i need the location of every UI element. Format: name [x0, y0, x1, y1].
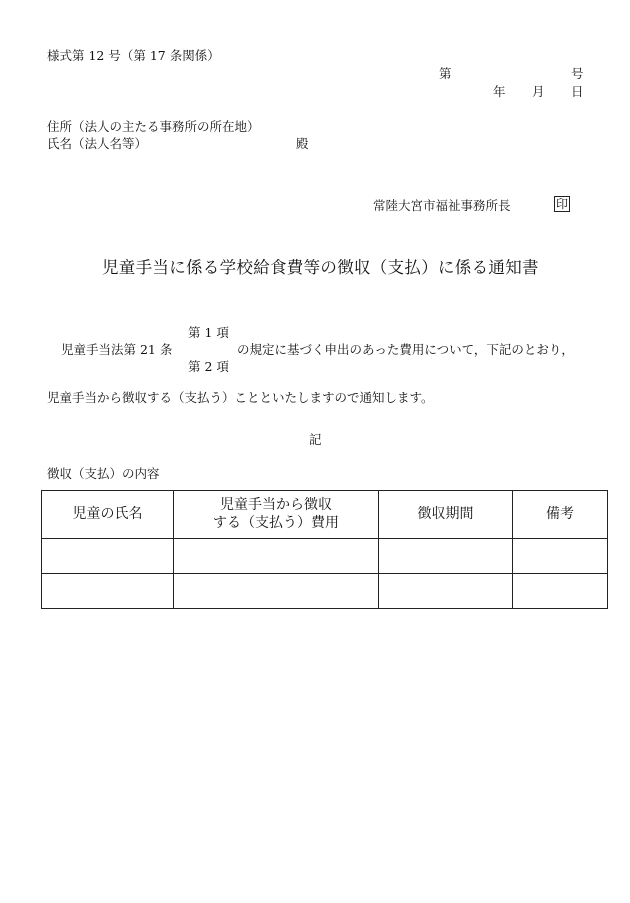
law-reference: 児童手当法第 21 条	[61, 342, 173, 357]
clause-2: 第 2 項	[188, 359, 229, 374]
page-title: 児童手当に係る学校給食費等の徴収（支払）に係る通知書	[102, 258, 539, 277]
table-cell	[174, 539, 379, 574]
date-month-label: 月	[532, 84, 545, 99]
header-child-name: 児童の氏名	[42, 491, 174, 539]
body-line-1: の規定に基づく申出のあった費用について，下記のとおり，	[237, 342, 574, 357]
issuer-name: 常陸大宮市福祉事務所長	[373, 198, 511, 213]
ki-heading: 記	[309, 432, 322, 447]
document-number-suffix: 号	[571, 66, 584, 81]
table-header-row	[42, 491, 608, 539]
section-label: 徴収（支払）の内容	[47, 466, 160, 481]
table-cell	[379, 539, 513, 574]
table-cell	[513, 574, 608, 609]
recipient-address-label: 住所（法人の主たる事務所の所在地）	[47, 119, 260, 134]
date-day-label: 日	[571, 84, 584, 99]
header-collection-period: 徴収期間	[379, 491, 513, 539]
seal-mark	[554, 196, 570, 212]
collection-table	[41, 490, 608, 609]
form-number-label: 様式第 12 号（第 17 条関係）	[47, 48, 220, 63]
header-collection-cost	[174, 491, 379, 539]
table-cell	[513, 539, 608, 574]
clause-1: 第 1 項	[188, 325, 229, 340]
header-collection-cost-line-1: 児童手当から徴収	[220, 497, 332, 513]
table-cell	[379, 574, 513, 609]
table-cell	[42, 574, 174, 609]
header-remarks: 備考	[513, 491, 608, 539]
table-cell	[174, 574, 379, 609]
table-cell	[42, 539, 174, 574]
document-number-prefix: 第	[439, 66, 452, 81]
seal-label: 印	[556, 197, 569, 211]
header-collection-cost-line-2: する（支払う）費用	[213, 514, 339, 531]
recipient-honorific: 殿	[296, 136, 309, 151]
table-row	[42, 574, 608, 609]
table-row	[42, 539, 608, 574]
body-line-2: 児童手当から徴収する（支払う）ことといたしますので通知します。	[47, 390, 434, 405]
recipient-name-label: 氏名（法人名等）	[47, 136, 148, 151]
date-year-label: 年	[493, 84, 506, 99]
